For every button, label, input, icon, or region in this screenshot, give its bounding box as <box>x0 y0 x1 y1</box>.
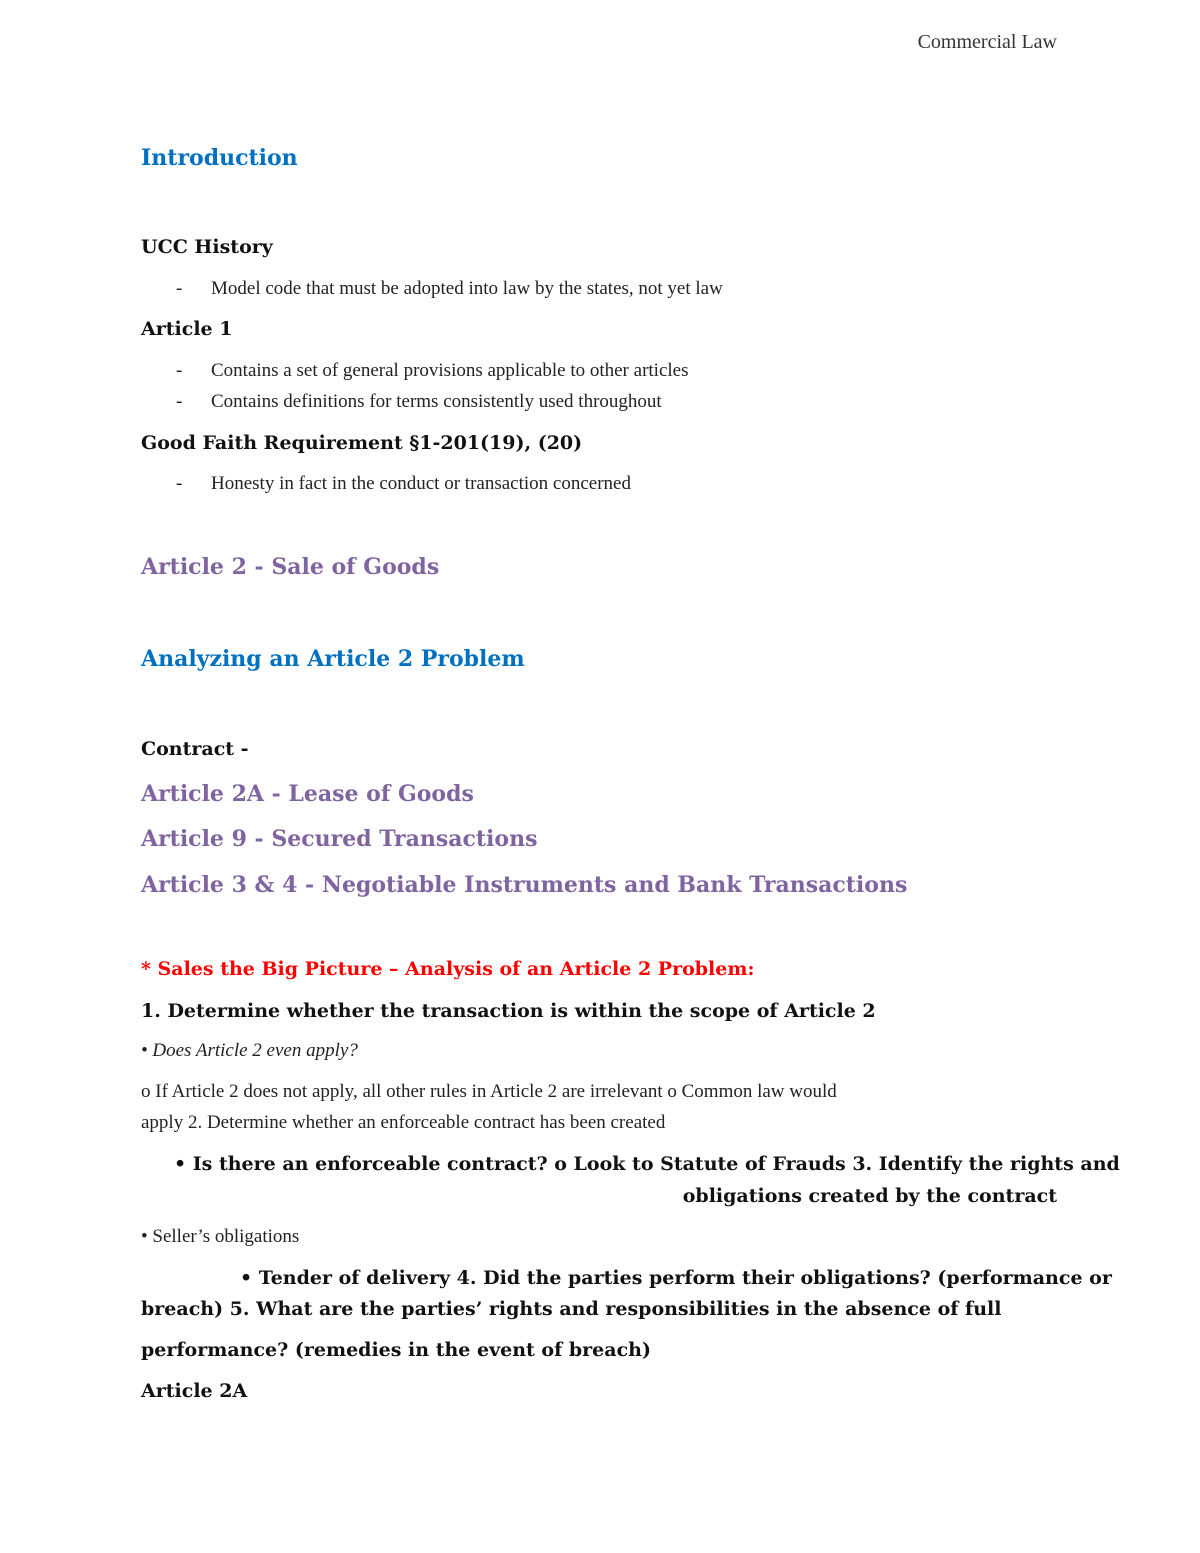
heading-introduction: Introduction <box>141 145 298 171</box>
paragraph-3-line-1: • Tender of delivery 4. Did the parties perform their obligations? (performance or <box>240 1267 1112 1289</box>
seller-obligations: • Seller’s obligations <box>141 1226 300 1247</box>
paragraph-2-line-2: obligations created by the contract <box>682 1185 1057 1207</box>
heading-article-2: Article 2 - Sale of Goods <box>141 554 440 580</box>
bullet-text: Model code that must be adopted into law by the states, not yet law <box>211 278 723 299</box>
heading-article-2a-footer: Article 2A <box>141 1380 248 1402</box>
bullet-text: Contains a set of general provisions applicable to other articles <box>211 360 689 381</box>
bullet-dash: - <box>176 360 183 381</box>
step-1: 1. Determine whether the transaction is within the scope of Article 2 <box>141 1000 876 1022</box>
page-header: Commercial Law <box>917 31 1057 53</box>
heading-article-3-4: Article 3 & 4 - Negotiable Instruments and Bank Transactions <box>141 872 908 898</box>
bullet-text: Honesty in fact in the conduct or transaction concerned <box>211 473 631 494</box>
bullet-dash: - <box>176 278 183 299</box>
bullet-dash: - <box>176 391 183 412</box>
paragraph-2-line-1: • Is there an enforceable contract? o Look to Statute of Frauds 3. Identify the rights and <box>174 1153 1120 1175</box>
heading-analyzing: Analyzing an Article 2 Problem <box>141 646 525 672</box>
heading-article-9: Article 9 - Secured Transactions <box>141 826 538 852</box>
heading-article-2a: Article 2A - Lease of Goods <box>141 781 474 807</box>
paragraph-1-line-2: apply 2. Determine whether an enforceable contract has been created <box>141 1112 666 1133</box>
big-picture-title: * Sales the Big Picture – Analysis of an Article 2 Problem: <box>141 958 755 980</box>
heading-contract: Contract - <box>141 738 249 760</box>
bullet-text: Contains definitions for terms consistently used throughout <box>211 391 662 412</box>
bullet-dash: - <box>176 473 183 494</box>
heading-good-faith: Good Faith Requirement §1-201(19), (20) <box>141 432 583 454</box>
paragraph-3-line-2: breach) 5. What are the parties’ rights and responsibilities in the absence of full <box>141 1298 1002 1320</box>
heading-ucc-history: UCC History <box>141 236 273 258</box>
heading-article-1: Article 1 <box>141 318 233 340</box>
paragraph-1-line-1: o If Article 2 does not apply, all other rules in Article 2 are irrelevant o Common law would <box>141 1081 837 1102</box>
paragraph-3-line-3: performance? (remedies in the event of breach) <box>141 1339 651 1361</box>
question-1: • Does Article 2 even apply? <box>141 1040 358 1061</box>
